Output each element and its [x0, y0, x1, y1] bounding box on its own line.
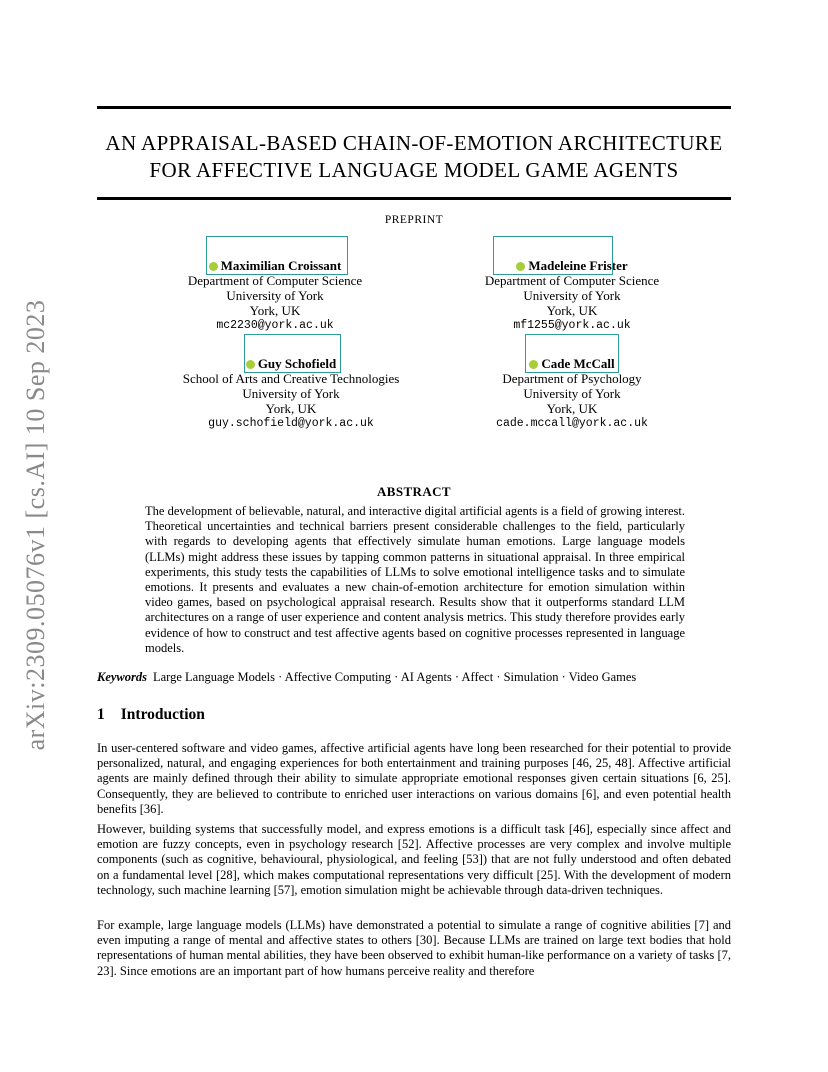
- author-department: School of Arts and Creative Technologies: [182, 371, 400, 386]
- author-department: Department of Psychology: [502, 371, 642, 386]
- author-email[interactable]: guy.schofield@york.ac.uk: [208, 417, 374, 430]
- author-email[interactable]: cade.mccall@york.ac.uk: [496, 417, 648, 430]
- author-location: York, UK: [546, 401, 598, 416]
- author-link-box[interactable]: [244, 334, 341, 373]
- body-paragraph: In user-centered software and video games, affective artificial agents have long been researched for their potential to provide personalized, natural, and engaging experiences for both entertainment and training purposes [46, 25, 48]. Affective artificial agents are mainly defined through their ability to simulate appropriate emotional responses given certain situations [6, 25]. Consequently, they are believed to contribute to enriched user interactions on various domains [6], and even potential health benefits [36].: [97, 741, 731, 816]
- section-title: Introduction: [120, 706, 205, 723]
- paper-title-line-1: AN APPRAISAL-BASED CHAIN-OF-EMOTION ARCHITECTURE: [105, 131, 723, 155]
- abstract-body: The development of believable, natural, and interactive digital artificial agents is a field of growing interest. Theoretical uncertainties and technical barriers present considerable challenges to the field, particularly with regards to developing agents that effectively simulate human emotions. Large language models (LLMs) might address these issues by tapping common patterns in situational appraisal. In three empirical experiments, this study tests the capabilities of LLMs to solve emotional intelligence tasks and to simulate emotions. It presents and evaluates a new chain-of-emotion architecture for emotion simulation within video games, based on psychological appraisal research. Results show that it outperforms standard LLM architectures on a range of user experience and content analysis metrics. This study therefore provides early evidence of how to construct and test affective agents based on cognitive processes represented in language models.: [145, 504, 685, 655]
- author-department: Department of Computer Science: [187, 273, 363, 288]
- section-heading: [97, 706, 205, 724]
- author-name-link[interactable]: Guy Schofield: [246, 356, 336, 371]
- section-number: 1: [97, 706, 105, 723]
- author-name-link[interactable]: Maximilian Croissant: [209, 258, 342, 273]
- author-email[interactable]: mc2230@york.ac.uk: [216, 319, 334, 332]
- author-location: York, UK: [265, 401, 317, 416]
- keywords-label: Keywords: [97, 670, 147, 684]
- arxiv-identifier-stamp: arXiv:2309.05076v1 [cs.AI] 10 Sep 2023: [21, 299, 50, 751]
- preprint-label: PREPRINT: [384, 214, 444, 226]
- author-link-box[interactable]: [493, 236, 613, 275]
- author-university: University of York: [523, 288, 621, 303]
- author-link-box[interactable]: [525, 334, 619, 373]
- paper-title-line-2: FOR AFFECTIVE LANGUAGE MODEL GAME AGENTS: [149, 158, 679, 182]
- abstract-heading: ABSTRACT: [377, 484, 451, 499]
- author-university: University of York: [523, 386, 621, 401]
- author-department: Department of Computer Science: [484, 273, 660, 288]
- author-location: York, UK: [546, 303, 598, 318]
- body-paragraph: However, building systems that successfully model, and express emotions is a difficult task [46], especially since affect and emotion are fuzzy concepts, even in psychology research [52]. Affective processes are very complex and involve multiple components (such as cognitive, behavioural, physiological, and feeling [53]) that are not fully understood and often debated on a fundamental level [28], which makes computational representations very difficult [25]. With the development of modern technology, such machine learning [57], emotion simulation might be achievable through data-driven techniques.: [97, 822, 731, 897]
- author-name-link[interactable]: Cade McCall: [529, 356, 614, 371]
- keywords-list: Large Language Models · Affective Computing · AI Agents · Affect · Simulation · Video Games: [153, 670, 637, 684]
- keywords-line: [97, 670, 737, 685]
- body-paragraph: For example, large language models (LLMs) have demonstrated a potential to simulate a range of cognitive abilities [7] and even imputing a range of mental and affective states to others [30]. Because LLMs are trained on large text bodies that hold representations of human mental abilities, they have been observed to exhibit human-like performance on a variety of tasks [7, 23]. Since emotions are an important part of how humans perceive reality and therefore: [97, 918, 731, 978]
- author-location: York, UK: [249, 303, 301, 318]
- author-name-link[interactable]: Madeleine Frister: [516, 258, 627, 273]
- author-university: University of York: [242, 386, 340, 401]
- title-rule-bottom: [97, 197, 731, 200]
- author-link-box[interactable]: [206, 236, 348, 275]
- title-rule-top: [97, 106, 731, 109]
- author-email[interactable]: mf1255@york.ac.uk: [513, 319, 631, 332]
- author-university: University of York: [226, 288, 324, 303]
